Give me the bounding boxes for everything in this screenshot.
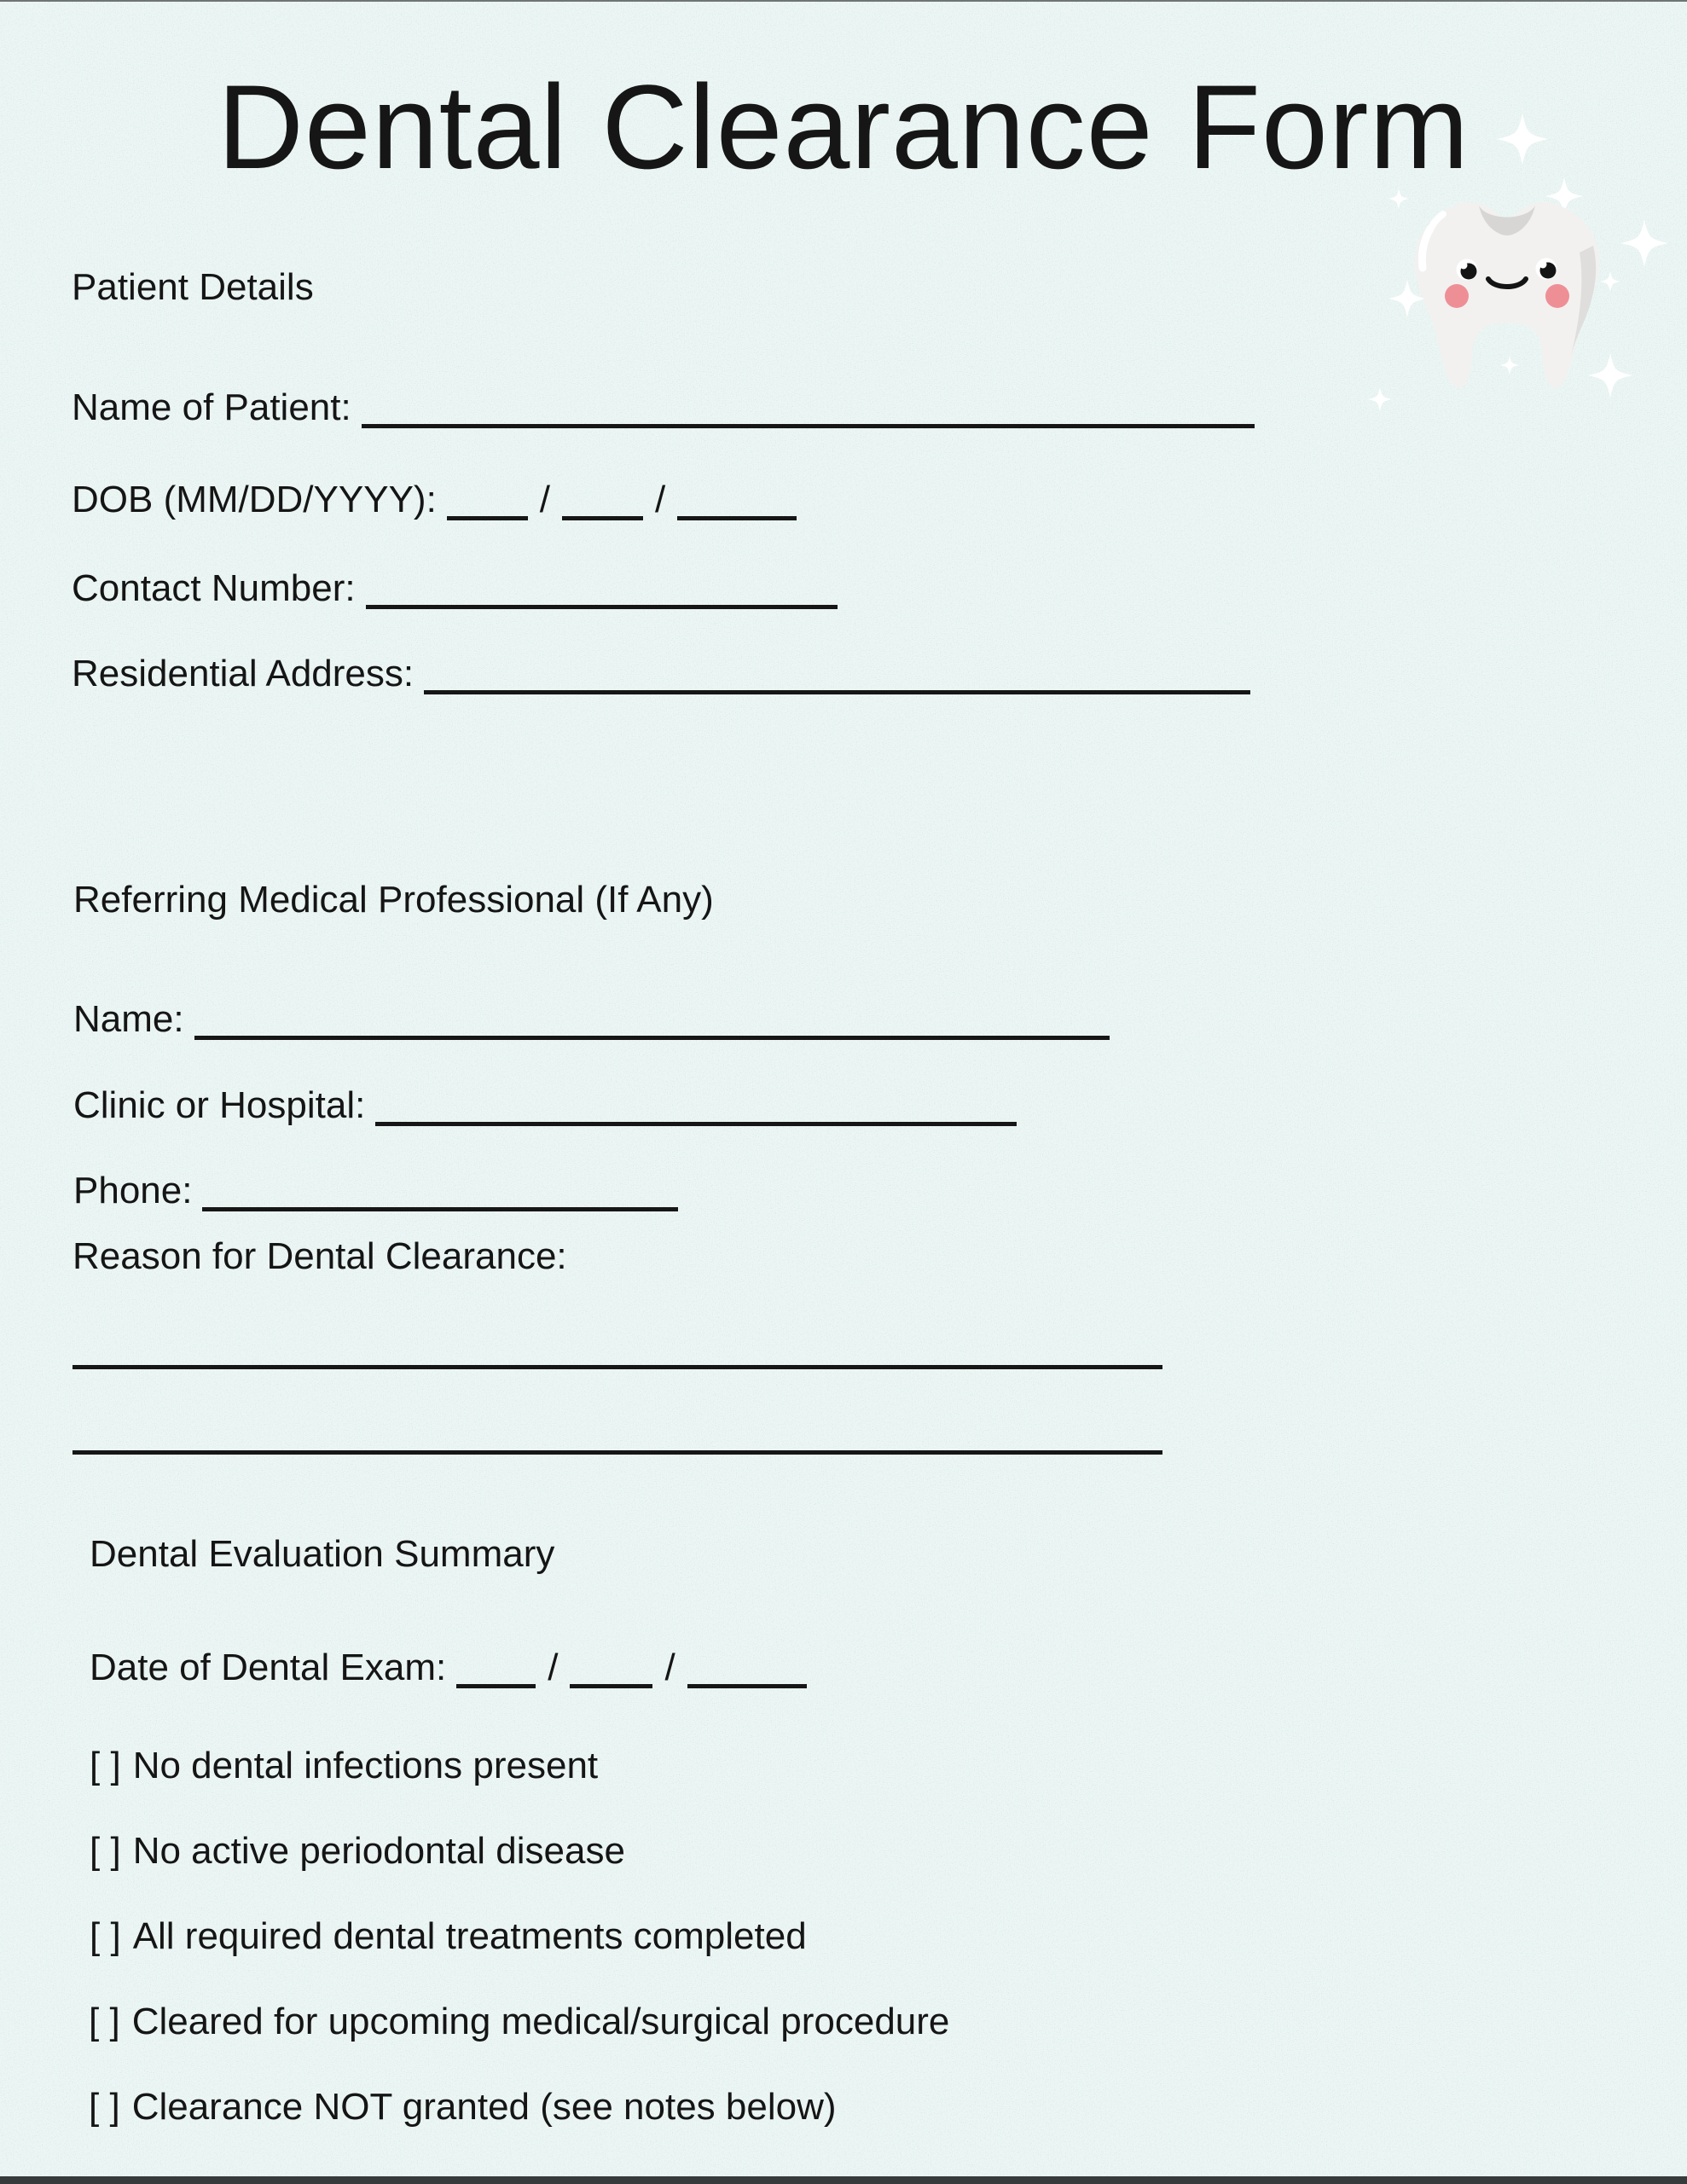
dob-day-blank[interactable] (562, 479, 643, 520)
form-title: Dental Clearance Form (217, 60, 1470, 194)
checkbox-label: Clearance NOT granted (see notes below) (131, 2086, 837, 2128)
exam-date-separator: / (548, 1647, 559, 1688)
checkbox-not-granted[interactable]: [ ] (89, 2086, 120, 2128)
exam-month-blank[interactable] (456, 1647, 536, 1688)
checkbox-label: All required dental treatments completed (132, 1915, 807, 1957)
referrer-name-blank[interactable] (194, 998, 1110, 1040)
name-of-patient-row (72, 378, 1255, 427)
checkbox-no-periodontal[interactable]: [ ] (90, 1830, 121, 1872)
contact-number-blank[interactable] (366, 567, 838, 609)
contact-number-row (72, 559, 838, 607)
residential-address-row (72, 644, 1250, 693)
bottom-edge-bar (0, 2176, 1687, 2184)
checkbox-item-row (90, 1915, 807, 1957)
evaluation-heading: Dental Evaluation Summary (90, 1533, 555, 1575)
dob-row (72, 470, 797, 519)
name-of-patient-blank[interactable] (362, 386, 1255, 428)
checkbox-label: No dental infections present (132, 1745, 599, 1786)
referring-heading: Referring Medical Professional (If Any) (73, 879, 714, 921)
referrer-phone-row (73, 1161, 678, 1210)
reason-line-2[interactable] (72, 1450, 1162, 1455)
clinic-blank[interactable] (375, 1084, 1017, 1126)
exam-date-separator: / (664, 1647, 675, 1688)
residential-address-blank[interactable] (424, 653, 1250, 694)
name-of-patient-label: Name of Patient: (72, 386, 351, 428)
dob-label: DOB (MM/DD/YYYY): (72, 479, 437, 520)
dob-month-blank[interactable] (447, 479, 528, 520)
dob-separator: / (539, 479, 551, 520)
checkbox-item-row (90, 1830, 625, 1872)
checkbox-item-row (89, 2003, 949, 2041)
clinic-row (73, 1076, 1017, 1124)
referrer-name-row (73, 990, 1110, 1038)
dob-year-blank[interactable] (677, 479, 797, 520)
checkbox-treatments-completed[interactable]: [ ] (90, 1915, 121, 1957)
exam-day-blank[interactable] (570, 1647, 652, 1688)
checkbox-label: No active periodontal disease (132, 1830, 625, 1872)
patient-details-heading: Patient Details (72, 266, 314, 308)
top-edge-line (0, 0, 1687, 2)
dob-separator: / (655, 479, 666, 520)
exam-year-blank[interactable] (687, 1647, 807, 1688)
reason-label: Reason for Dental Clearance: (72, 1235, 567, 1277)
exam-date-row (90, 1638, 807, 1687)
checkbox-no-infections[interactable]: [ ] (90, 1745, 121, 1786)
checkbox-cleared[interactable]: [ ] (89, 2001, 120, 2042)
referrer-name-label: Name: (73, 998, 184, 1040)
reason-line-1[interactable] (72, 1365, 1162, 1369)
residential-address-label: Residential Address: (72, 653, 415, 694)
exam-date-label: Date of Dental Exam: (90, 1647, 447, 1688)
checkbox-label: Cleared for upcoming medical/surgical procedure (131, 2001, 950, 2042)
checkbox-item-row (90, 1747, 598, 1785)
checkbox-item-row (89, 2088, 837, 2126)
contact-number-label: Contact Number: (72, 567, 356, 609)
referrer-phone-blank[interactable] (202, 1170, 678, 1211)
clinic-label: Clinic or Hospital: (73, 1084, 366, 1126)
referrer-phone-label: Phone: (73, 1170, 193, 1211)
